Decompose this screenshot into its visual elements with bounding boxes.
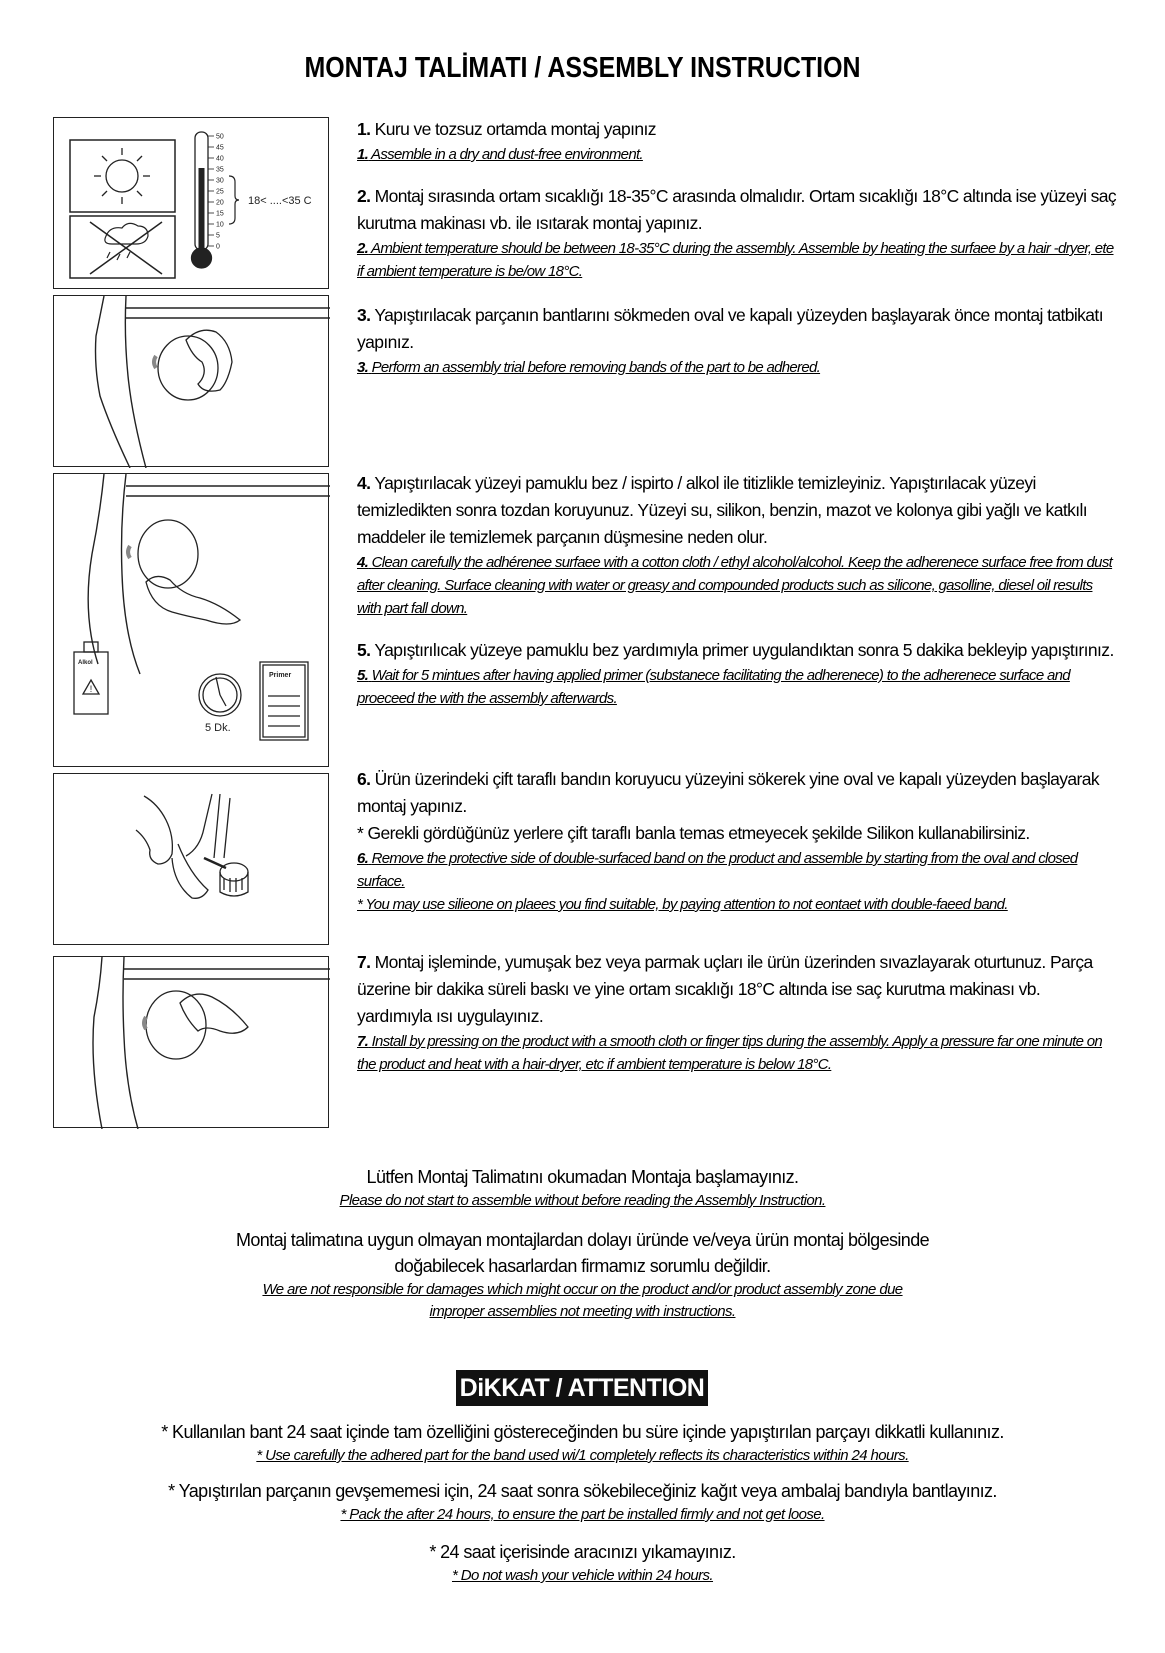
step-2-tr: 2. Montaj sırasında ortam sıcaklığı 18-35°C arasında olmalıdır. Ortam sıcaklığı 18°C altında ise yüzeyi saç kurutma makinası vb. ile ısıtarak montaj yapınız. [357,186,1117,233]
thermometer-tick-label: 5 [216,232,220,240]
car-body-illustration [96,296,331,468]
step-2 [357,183,1117,283]
attention-item-1-tr: * Kullanılan bant 24 saat içinde tam özelliğini göstereceğinden bu süre içinde yapıştırılan parçayı dikkatli kullanınız. [161,1422,1004,1442]
page-title: MONTAJ TALİMATI / ASSEMBLY INSTRUCTION [304,52,861,84]
step-7-tr: 7. Montaj işleminde, yumuşak bez veya parmak uçları ile ürün üzerinden sıvazlayarak oturtunuz. Parça üzerine bir dakika süreli baskı ve yine ortam sıcaklığı 18°C altında ise saç kurutma makinası vb. yardımıyla ısı uygulayınız. [357,952,1093,1026]
attention-heading: DiKKAT / ATTENTION [456,1370,708,1406]
panel-press [53,956,329,1128]
notice-liability [0,1227,1165,1323]
alcohol-bottle-icon [74,642,108,714]
step-7-en: 7. Install by pressing on the product with a smooth cloth or finger tips during the assembly. Apply a pressure far one minute on the product and heat with a hair-dryer, etc if ambient temperature is below 18°C. [357,1033,1103,1073]
step-4 [357,470,1117,620]
attention-item-2 [0,1478,1165,1526]
thermometer-icon [192,132,212,268]
temperature-range-label: 18< ....<35 C [248,195,312,207]
step-2-en: 2. Ambient temperature should be between 18-35°C during the assembly. Assemble by heating the surfaee by a hair -dryer, ete if ambient temperature is be/ow 18°C. [357,240,1114,280]
no-rain-icon [90,222,162,274]
hand-with-part-icon [154,330,232,400]
step-1-tr: 1. Kuru ve tozsuz ortamda montaj yapınız [357,119,656,139]
no-rain-frame [70,216,175,278]
attention-item-1-en: * Use carefully the adhered part for the band used wi/1 completely reflects its characteristics within 24 hours. [256,1447,909,1464]
timer-label: 5 Dk. [205,722,231,734]
notice-read-first-en: Please do not start to assemble without before reading the Assembly Instruction. [339,1192,826,1209]
step-4-en: 4. Clean carefully the adhérenee surfaee with a cotton cloth / ethyl alcohol/alcohol. Keep the adherenece surface free from dust after cleaning. Surface cleaning with water or greasy and compounded products such as silicone, gasolline, diesel oil results with part fall down. [357,554,1113,617]
car-body-illustration [93,957,330,1129]
attention-item-3-tr: * 24 saat içerisinde aracınızı yıkamayınız. [429,1542,736,1562]
sun-icon [94,148,150,204]
attention-item-2-en: * Pack the after 24 hours, to ensure the part be installed firmly and not get loose. [340,1506,825,1523]
alcohol-label: Alkol [78,660,93,666]
peeling-tape-hand-icon [136,794,248,898]
panel-cleaning [53,473,329,767]
step-7 [357,949,1117,1076]
step-6-tr: 6. Ürün üzerindeki çift taraflı bandın koruyucu yüzeyini sökerek yine oval ve kapalı yüzeyden başlayarak montaj yapınız. [357,769,1100,816]
step-1 [357,116,1117,166]
thermometer-tick-label: 25 [216,188,224,196]
step-5-en: 5. Wait for 5 mintues after having applied primer (substanece facilitating the adherenece) to the adherenece surface and proeceed the with the assembly afterwards. [357,667,1070,707]
thermometer-tick-label: 20 [216,199,224,207]
step-6-en-note: * You may use silieone on plaees you find suitable, by paying attention to not eontaet with double-faeed band. [357,896,1008,913]
step-5-tr: 5. Yapıştırılıcak yüzeye pamuklu bez yardımıyla primer uygulandıktan sonra 5 dakika bekleyip yapıştırınız. [357,640,1114,660]
clock-icon [199,674,241,716]
svg-text:!: ! [89,684,93,694]
thermometer-tick-label: 40 [216,155,224,163]
car-body-illustration [88,474,330,674]
panel-environment [53,117,329,289]
attention-item-3 [0,1539,1165,1587]
primer-label: Primer [269,672,292,679]
step-3-tr: 3. Yapıştırılacak parçanın bantlarını sökmeden oval ve kapalı yüzeyden başlayarak önce montaj tatbikatı yapınız. [357,305,1103,352]
range-brace [229,176,239,224]
thermometer-tick-label: 0 [216,243,220,251]
notice-liability-en: We are not responsible for damages which might occur on the product and/or product assembly zone due improper assemblies not meeting with instructions. [262,1281,903,1320]
step-1-en: 1. Assemble in a dry and dust-free environment. [357,146,643,163]
thermometer-tick-label: 15 [216,210,224,218]
cleaning-cloth-hand-icon [128,520,240,624]
notice-read-first [0,1164,1165,1212]
attention-item-1 [0,1419,1165,1467]
step-5 [357,637,1117,710]
panel-remove-tape [53,773,329,945]
step-3 [357,302,1117,379]
step-4-tr: 4. Yapıştırılacak yüzeyi pamuklu bez / ispirto / alkol ile titizlikle temizleyiniz. Yapıştırılacak yüzeyi temizledikten sonra tozdan koruyunuz. Yüzeyi su, silikon, benzin, mazot ve kolonya gibi yağlı ve katkılı maddeler ile temizlemek parçanın düşmesine neden olur. [357,473,1088,547]
thermometer-tick-label: 10 [216,221,224,229]
thermometer-tick-label: 50 [216,133,224,141]
notice-liability-tr: Montaj talimatına uygun olmayan montajlardan dolayı üründe ve/veya ürün montaj bölgesinde doğabilecek hasarlardan firmamız sorumlu değildir. [235,1230,930,1276]
notice-read-first-tr: Lütfen Montaj Talimatını okumadan Montaja başlamayınız. [366,1167,799,1187]
attention-item-3-en: * Do not wash your vehicle within 24 hours. [451,1567,714,1584]
thermometer-tick-label: 35 [216,166,224,174]
attention-item-2-tr: * Yapıştırılan parçanın gevşememesi için, 24 saat sonra sökebileceğiniz kağıt veya ambalaj bandıyla bantlayınız. [168,1481,997,1501]
step-6-en: 6. Remove the protective side of double-surfaced band on the product and assemble by starting from the oval and closed surface. [357,850,1078,890]
pressing-cloth-hand-icon [144,991,248,1059]
thermometer-scale [208,134,224,251]
step-6-tr-note: * Gerekli gördüğünüz yerlere çift taraflı banla temas etmeyecek şekilde Silikon kullanabilirsiniz. [357,823,1030,843]
thermometer-tick-label: 45 [216,144,224,152]
panel-trial [53,295,329,467]
thermometer-tick-label: 30 [216,177,224,185]
step-6 [357,766,1117,916]
step-3-en: 3. Perform an assembly trial before removing bands of the part to be adhered. [357,359,821,376]
